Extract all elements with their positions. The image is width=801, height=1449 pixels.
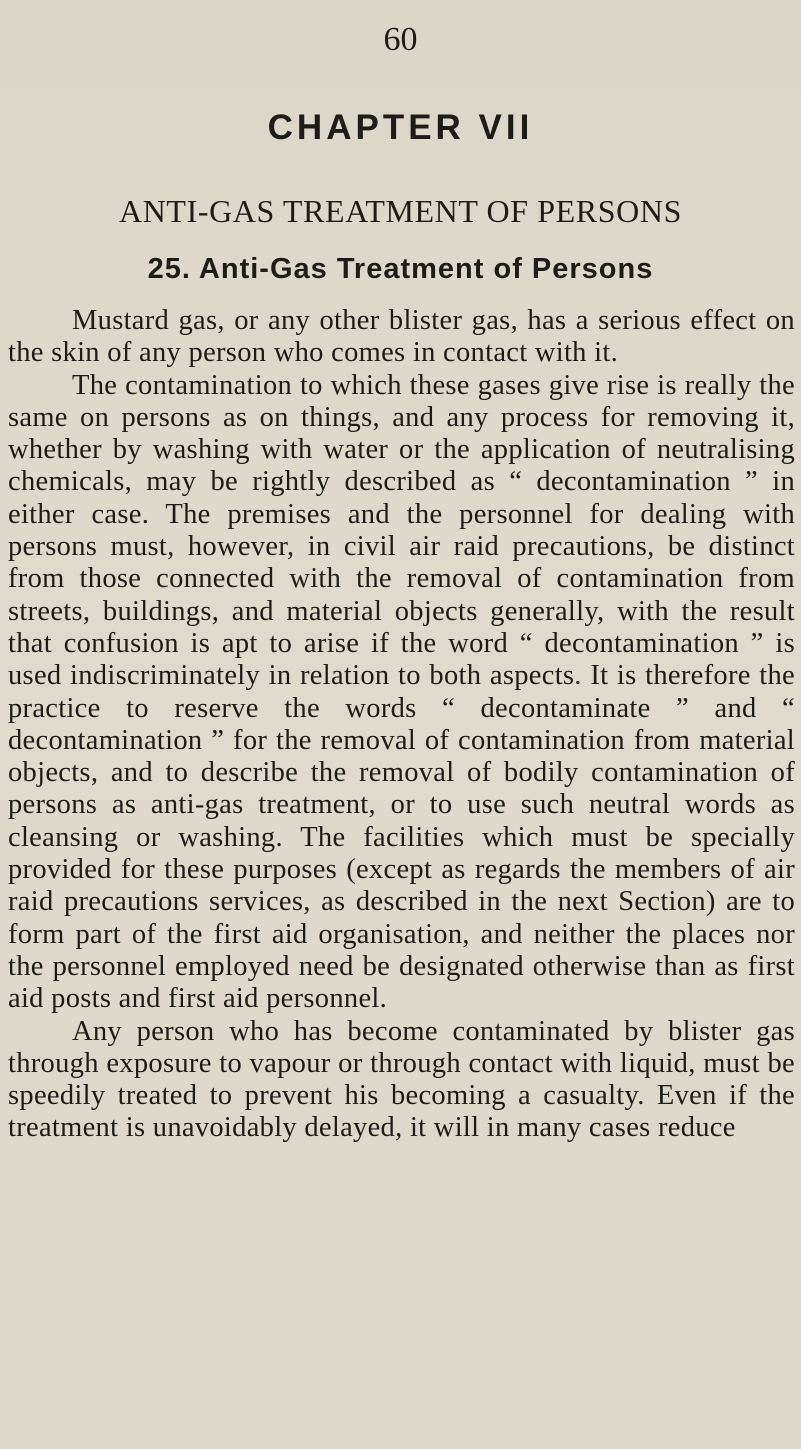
- page-number: 60: [383, 21, 418, 58]
- section-heading: 25. Anti-Gas Treatment of Persons: [147, 253, 654, 285]
- body-text: [8, 305, 795, 1145]
- chapter-heading: CHAPTER VII: [267, 108, 534, 147]
- paragraph: Any person who has become contaminated by blister gas through exposure to vapour or through contact with liquid, must be speedily treated to prevent his becoming a casualty. Even if the treatment is unavoidably delayed, it will in many cases reduce: [8, 1015, 795, 1144]
- paragraph: Mustard gas, or any other blister gas, has a serious effect on the skin of any person who comes in contact with it.: [8, 305, 795, 369]
- paragraph: The contamination to which these gases give rise is really the same on persons as on things, and any process for removing it, whether by washing with water or the application of neutralising chemicals, may be rightly described as “ decontamination ” in either case. The premises and the personnel for dealing with persons must, however, in civil air raid precautions, be distinct from those connected with the removal of contamination from streets, buildings, and material objects generally, with the result that confusion is apt to arise if the word “ decontamination ” is used indiscriminately in relation to both aspects. It is therefore the practice to reserve the words “ decontaminate ” and “ decontamination ” for the removal of contamination from material objects, and to describe the removal of bodily contamination of persons as anti-gas treatment, or to use such neutral words as cleansing or washing. The facilities which must be specially provided for these purposes (except as regards the members of air raid precautions services, as described in the next Section) are to form part of the first aid organisation, and neither the places nor the personnel employed need be designated otherwise than as first aid posts and first aid personnel.: [8, 369, 795, 1015]
- chapter-title: ANTI-GAS TREATMENT OF PERSONS: [119, 193, 682, 229]
